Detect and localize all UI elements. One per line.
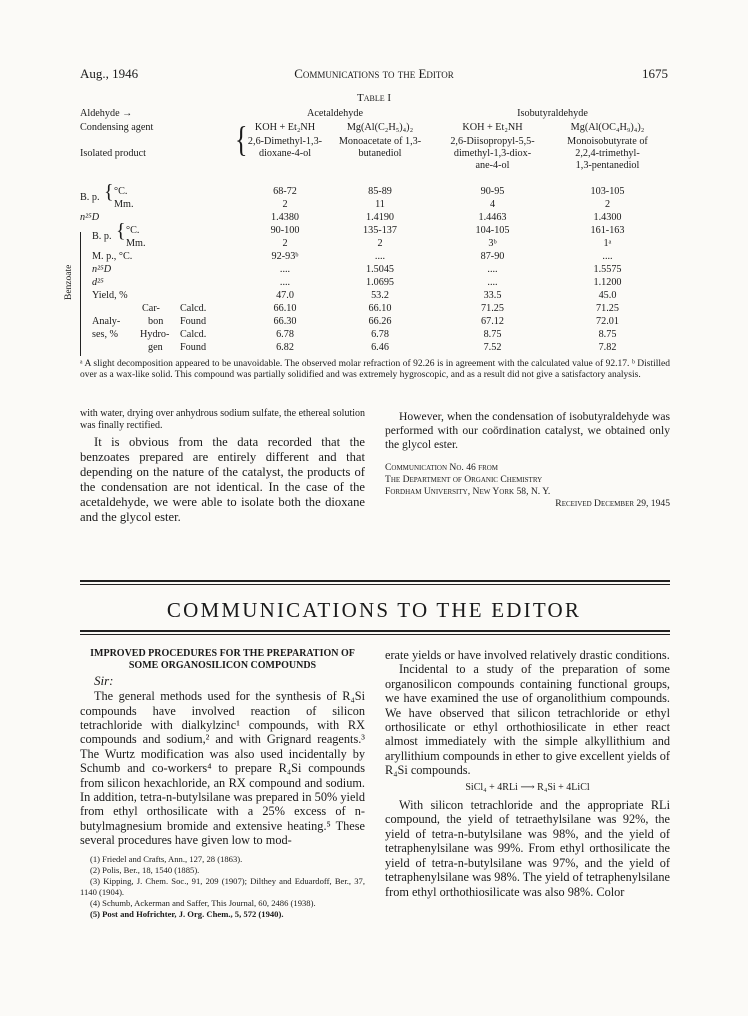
affiliation-line: Fordham University, New York 58, N. Y.: [385, 486, 551, 497]
bz-nd-cell: 1.5575: [593, 264, 622, 275]
h-calcd-cell: 6.78: [276, 329, 294, 340]
yield-label: Yield, %: [92, 290, 128, 301]
acetaldehyde-header: Acetaldehyde: [306, 108, 363, 119]
c-found-cell: 66.26: [368, 316, 392, 327]
mm-label: Mm.: [126, 238, 146, 249]
density-cell: ....: [279, 277, 291, 288]
header-date: Aug., 1946: [80, 66, 139, 81]
nd-label: n²⁵D: [80, 212, 100, 223]
c-found-cell: 67.12: [481, 316, 504, 327]
bp-mm-cell: 11: [375, 199, 385, 210]
agent-cell: KOH + Et₂NH: [462, 122, 523, 133]
footnote: (1) Friedel and Crafts, Ann., 127, 28 (1863).: [90, 853, 243, 864]
c-calcd-cell: 66.10: [368, 303, 392, 314]
equation: SiCl₄ + 4RLi ⟶ R₄Si + 4LiCl: [465, 781, 590, 793]
condensing-agent-label: Condensing agent: [80, 122, 154, 133]
agent-cell: KOH + Et₂NH: [254, 122, 316, 133]
mp-cell: ....: [374, 251, 386, 262]
bp-cell: 103-105: [590, 186, 625, 197]
c-found-cell: 72.01: [596, 316, 619, 327]
paragraph: With silicon tetrachloride and the appropriate RLi compound, the yield of tetraethylsilane was 92%, the yield of tetra-n-butylsilane was 98%, and the yield of tetraphenylsilane was 99%. From ethyl orthosilicate the yield of tetra-n-butylsilane was 97%, and the yield of tetraphenylsilane was 98%. The yield of tetraphenylsilane from ethyl orthothiosilicate was also 98%. Color: [385, 798, 670, 899]
product-line: Monoisobutyrate of: [567, 136, 648, 147]
paragraph: It is obvious from the data recorded that the benzoates prepared are entirely different and that depending on the nature of the catalyst, the products of the condensation are not identical. In the case of the acetaldehyde, we were able to isolate both the dioxane and the glycol ester.: [80, 435, 365, 525]
page-number: 1675: [642, 66, 668, 81]
carbon-label: bon: [148, 316, 164, 327]
top-right-column: [385, 410, 670, 510]
yield-cell: 47.0: [276, 290, 294, 301]
product-line: butanediol: [358, 148, 402, 159]
bz-nd-cell: ....: [279, 264, 291, 275]
nd-cell: 1.4380: [270, 212, 299, 223]
c-found-cell: 66.30: [273, 316, 297, 327]
hydrogen-label: gen: [148, 342, 163, 353]
bz-nd-label: n²⁵D: [92, 264, 112, 275]
footnotes: [80, 854, 365, 920]
footnote: (2) Polis, Ber., 18, 1540 (1885).: [90, 864, 200, 875]
agent-cell: Mg(Al(OC₄H₉)₄)₂: [570, 122, 645, 133]
product-line: 2,6-Diisopropyl-5,5-: [450, 136, 535, 147]
bz-nd-cell: 1.5045: [365, 264, 394, 275]
bp-mm-cell: 4: [489, 199, 496, 210]
brace: {: [235, 118, 248, 160]
agent-cell: Mg(Al(C₂H₅)₄)₂: [346, 122, 414, 133]
table-footnote: ᵃ A slight decomposition appeared to be unavoidable. The observed molar refraction of 92.26 is in agreement with the calculated value of 92.17. ᵇ Distilled over as a wax-like solid. This compound was partially solidified and was extremely hygroscopic, and as a result did not give a satisfactory analysis.: [80, 359, 670, 381]
mm-label: Mm.: [114, 199, 134, 210]
product-line: Monoacetate of 1,3-: [338, 136, 422, 147]
product-line: 2,6-Dimethyl-1,3-: [247, 136, 323, 147]
product-line: ane-4-ol: [475, 160, 510, 171]
h-found-cell: 6.46: [371, 342, 389, 353]
c-calcd-cell: 71.25: [596, 303, 619, 314]
benzoate-bracket: [80, 232, 81, 356]
bp-mm-cell: 2: [282, 199, 288, 210]
bz-nd-cell: ....: [487, 264, 498, 275]
footnote: (4) Schumb, Ackerman and Saffer, This Journal, 60, 2486 (1938).: [90, 897, 316, 908]
bz-mm-cell: 3ᵇ: [488, 238, 497, 249]
footnote: (5) Post and Hofrichter, J. Org. Chem., 5, 572 (1940).: [90, 908, 284, 919]
product-line: dimethyl-1,3-diox-: [453, 148, 532, 159]
divider: [80, 580, 670, 582]
divider: [80, 634, 670, 635]
h-found-cell: 7.82: [598, 342, 617, 353]
bz-bp-cell: 90-100: [270, 225, 300, 236]
density-cell: 1.1200: [593, 277, 622, 288]
divider: [80, 630, 670, 632]
calcd-label: Calcd.: [180, 329, 207, 340]
paragraph: erate yields or have involved relatively drastic conditions.: [385, 648, 670, 662]
table-title: Table I: [356, 92, 392, 104]
bz-bp-cell: 135-137: [363, 225, 397, 236]
bz-bp-cell: 104-105: [475, 225, 510, 236]
bp-cell: 68-72: [273, 186, 297, 197]
c-calcd-cell: 66.10: [273, 303, 297, 314]
affiliation-line: Communication No. 46 from: [385, 462, 499, 473]
article-left-column: [80, 648, 365, 920]
yield-cell: 53.2: [371, 290, 389, 301]
isobutyraldehyde-header: Isobutyraldehyde: [517, 108, 588, 119]
bp-mm-cell: 2: [604, 199, 611, 210]
paragraph: Incidental to a study of the preparation of some organosilicon compounds containing functional groups, we have examined the use of organolithium compounds. We have observed that silicon tetrachloride or ethyl orthosilicate or ethyl orthothiosilicate in ether react almost immediately with the simple alkyllithium and aryllithium compounds in ether to give excellent yields of R₄Si compounds.: [385, 662, 670, 778]
isolated-product-label: Isolated product: [80, 148, 146, 159]
product-line: 2,2,4-trimethyl-: [575, 148, 640, 159]
found-label: Found: [180, 316, 207, 327]
bp-cell: 85-89: [368, 186, 392, 197]
bp-label: B. p.: [80, 192, 100, 203]
h-calcd-cell: 8.75: [598, 329, 617, 340]
nd-cell: 1.4300: [593, 212, 622, 223]
bz-bp-label: B. p.: [92, 231, 112, 242]
h-calcd-cell: 6.78: [371, 329, 389, 340]
article-right-column: [385, 648, 670, 899]
brace: {: [104, 181, 114, 203]
mp-cell: ....: [602, 251, 613, 262]
bz-mm-cell: 1ᵃ: [603, 238, 612, 249]
calcd-label: Calcd.: [180, 303, 207, 314]
mp-cell: 92-93ᵇ: [271, 251, 299, 262]
nd-cell: 1.4463: [478, 212, 507, 223]
divider: [80, 584, 670, 585]
footnote: (3) Kipping, J. Chem. Soc., 91, 209 (1907); Dilthey and Eduardoff, Ber., 37, 1140 (1904).: [80, 875, 365, 897]
received-date: Received December 29, 1945: [555, 498, 670, 509]
found-label: Found: [180, 342, 207, 353]
benzoate-label: Benzoate: [64, 264, 74, 300]
top-left-column: [80, 408, 365, 525]
density-label: d²⁵: [92, 277, 104, 288]
bz-bp-cell: 161-163: [590, 225, 625, 236]
aldehyde-label: Aldehyde →: [80, 108, 133, 119]
deg-c-label: °C.: [126, 225, 140, 236]
deg-c-label: °C.: [114, 186, 128, 197]
h-found-cell: 7.52: [483, 342, 502, 353]
mp-cell: 87-90: [480, 251, 505, 262]
bz-mm-cell: 2: [377, 238, 383, 249]
paragraph: The general methods used for the synthesis of R₄Si compounds have involved reaction of silicon tetrachloride with dialkylzinc¹ compounds, with RX compounds and sodium,² and with Grignard reagents.³ The Wurtz modification was also used incidentally by Schumb and co-workers⁴ to prepare R₄Si compounds from silicon hexachloride, an RX compound and sodium. In addition, tetra-n-butylsilane was prepared in 50% yield from ethyl orthosilicate with a 25% excess of n-butylmagnesium bromide and extensive heating.⁵ These several procedures have given low to mod-: [80, 689, 365, 848]
c-calcd-cell: 71.25: [481, 303, 504, 314]
bp-cell: 90-95: [480, 186, 505, 197]
density-cell: 1.0695: [365, 277, 394, 288]
paragraph: However, when the condensation of isobutyraldehyde was performed with our coördination catalyst, we obtained only the glycol ester.: [385, 410, 670, 451]
salutation: Sir:: [94, 673, 114, 688]
header-title: Communications to the Editor: [294, 66, 454, 81]
section-title: COMMUNICATIONS TO THE EDITOR: [166, 598, 582, 622]
h-found-cell: 6.82: [276, 342, 294, 353]
h-calcd-cell: 8.75: [483, 329, 502, 340]
article-title: IMPROVED PROCEDURES FOR THE PREPARATION OF SOME ORGANOSILICON COMPOUNDS: [90, 648, 355, 671]
yield-cell: 45.0: [598, 290, 617, 301]
paragraph: with water, drying over anhydrous sodium sulfate, the ethereal solution was finally rectified.: [80, 408, 365, 431]
density-cell: ....: [487, 277, 498, 288]
mp-label: M. p., °C.: [92, 251, 133, 262]
affiliation-line: The Department of Organic Chemistry: [385, 474, 543, 485]
product-line: 1,3-pentanediol: [575, 160, 640, 171]
product-line: dioxane-4-ol: [258, 148, 312, 159]
brace: {: [116, 220, 126, 242]
bz-mm-cell: 2: [282, 238, 288, 249]
analyses-label: Analy-: [92, 316, 121, 327]
analyses-label: ses, %: [92, 329, 119, 340]
hydrogen-label: Hydro-: [140, 329, 170, 340]
yield-cell: 33.5: [483, 290, 502, 301]
carbon-label: Car-: [142, 303, 160, 314]
nd-cell: 1.4190: [365, 212, 394, 223]
